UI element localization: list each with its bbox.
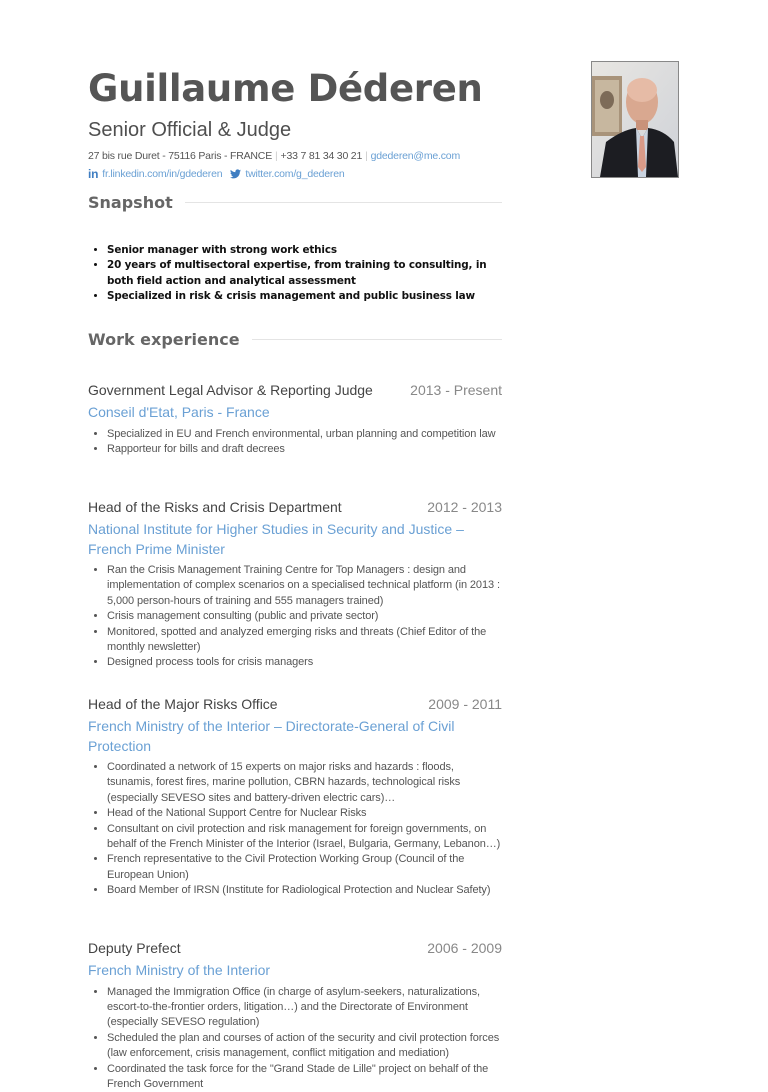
job-dates: 2013 - Present	[410, 382, 502, 398]
job-title: Head of the Risks and Crisis Department	[88, 499, 342, 515]
job-entry	[88, 938, 502, 1092]
section-divider	[185, 202, 502, 203]
job-headline: Senior Official & Judge	[88, 119, 292, 141]
job-bullet: • French representative to the Civil Protection Working Group (Council of the European Union)	[107, 852, 502, 883]
phone[interactable]: +33 7 81 34 30 21	[280, 150, 363, 162]
job-entry	[88, 497, 502, 671]
linkedin-icon: in	[88, 167, 99, 181]
snapshot-item: • Senior manager with strong work ethics	[107, 243, 502, 258]
job-bullet: • Specialized in EU and French environmental, urban planning and competition law	[107, 427, 502, 442]
job-dates: 2012 - 2013	[427, 499, 502, 515]
address: 27 bis rue Duret - 75116 Paris - FRANCE	[88, 150, 272, 162]
snapshot-heading	[88, 193, 502, 212]
snapshot-item: • 20 years of multisectoral expertise, from training to consulting, in both field action and analytical assessment	[107, 258, 502, 289]
job-title: Deputy Prefect	[88, 940, 181, 956]
person-name: Guillaume Déderen	[88, 67, 483, 110]
section-title: Work experience	[88, 330, 240, 349]
job-title: Head of the Major Risks Office	[88, 696, 278, 712]
snapshot-item: • Specialized in risk & crisis management and public business law	[107, 289, 502, 304]
job-organization: French Ministry of the Interior	[88, 962, 271, 978]
job-bullet: • Rapporteur for bills and draft decrees	[107, 442, 502, 457]
job-dates: 2009 - 2011	[428, 696, 502, 712]
twitter-link[interactable]: twitter.com/g_dederen	[245, 168, 345, 180]
job-entry	[88, 694, 502, 899]
job-bullet: • Head of the National Support Centre for Nuclear Risks	[107, 806, 502, 821]
job-entry	[88, 380, 502, 457]
job-organization: French Ministry of the Interior – Directorate-General of Civil Protection	[88, 718, 455, 754]
job-organization: National Institute for Higher Studies in Security and Justice – French Prime Minister	[88, 521, 464, 557]
job-bullet: • Monitored, spotted and analyzed emerging risks and threats (Chief Editor of the monthly newsletter)	[107, 625, 502, 656]
person-portrait-icon	[592, 62, 678, 177]
separator: |	[365, 150, 368, 162]
job-bullet: • Crisis management consulting (public and private sector)	[107, 609, 502, 624]
job-bullet: • Ran the Crisis Management Training Centre for Top Managers : design and implementation of complex scenarios on a specialised technical platform (in 2013 : 5,000 person-hours of training and 555 managers trained)	[107, 563, 502, 609]
job-bullet: • Consultant on civil protection and risk management for foreign governments, on behalf of the French Minister of the Interior (Israel, Bulgaria, Germany, Lebanon…)	[107, 822, 502, 853]
job-bullet: • Coordinated the task force for the "Grand Stade de Lille" project on behalf of the French Government	[107, 1062, 502, 1092]
email-link[interactable]: gdederen@me.com	[370, 150, 460, 162]
work-experience-heading	[88, 330, 502, 349]
job-bullet: • Coordinated a network of 15 experts on major risks and hazards : floods, tsunamis, forest fires, marine pollution, CBRN hazards, technological risks (especially SEVESO sites and battery-driven electric cars)…	[107, 760, 502, 806]
snapshot-list	[88, 243, 502, 305]
profile-photo	[591, 61, 679, 178]
job-bullet: • Scheduled the plan and courses of action of the security and civil protection forces (law enforcement, crisis management, conflict mitigation and mediation)	[107, 1031, 502, 1062]
job-bullet: • Board Member of IRSN (Institute for Radiological Protection and Nuclear Safety)	[107, 883, 502, 898]
section-divider	[252, 339, 502, 340]
contact-line	[88, 149, 460, 163]
linkedin-link[interactable]: fr.linkedin.com/in/gdederen	[102, 168, 223, 180]
separator: |	[275, 150, 278, 162]
section-title: Snapshot	[88, 193, 173, 212]
job-bullet: • Managed the Immigration Office (in charge of asylum-seekers, naturalizations, escort-to-the-frontier orders, litigation…) and the Directorate of Environment (especially SEVESO regulation)	[107, 985, 502, 1031]
job-bullet: • Designed process tools for crisis managers	[107, 655, 502, 670]
job-dates: 2006 - 2009	[427, 940, 502, 956]
job-title: Government Legal Advisor & Reporting Judge	[88, 382, 373, 398]
social-links	[88, 167, 344, 181]
twitter-icon	[230, 169, 241, 179]
job-organization: Conseil d'Etat, Paris - France	[88, 404, 270, 420]
